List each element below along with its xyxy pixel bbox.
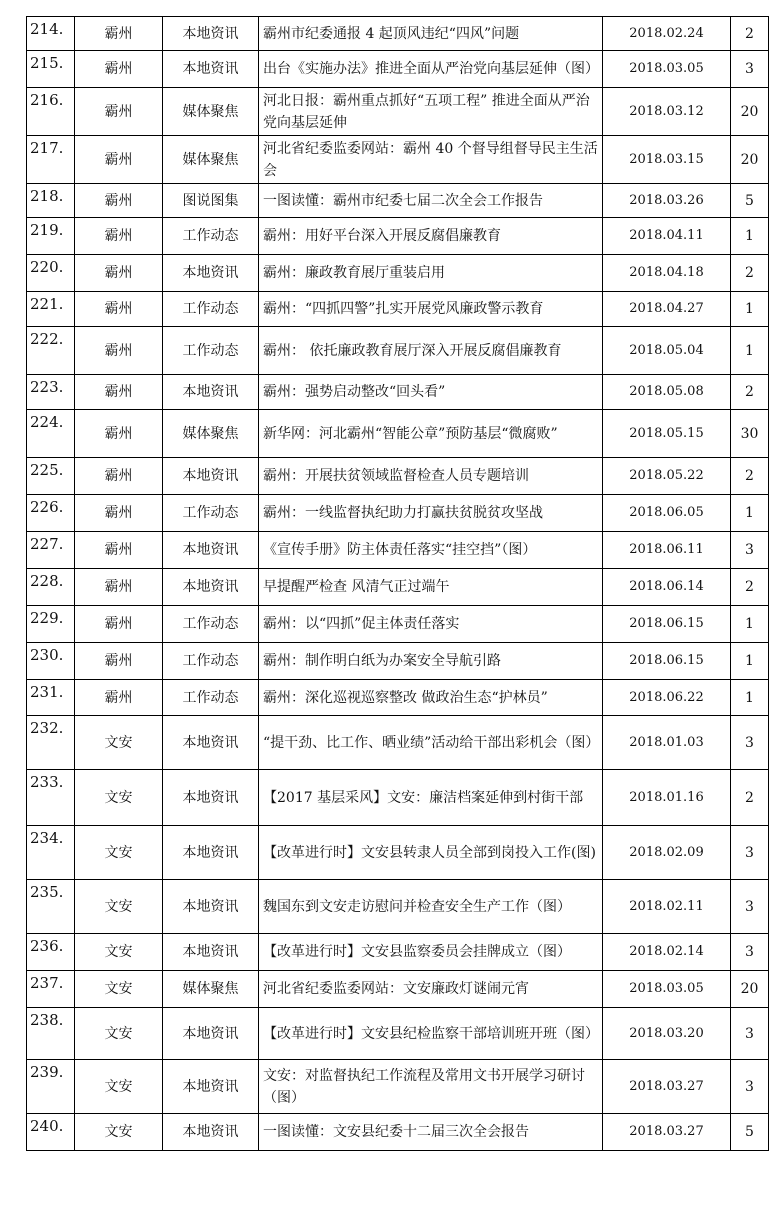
table-row (27, 1008, 769, 1060)
row-number: 215. (27, 51, 75, 88)
region-cell: 霸州 (75, 495, 163, 532)
date-cell: 2018.05.15 (603, 410, 731, 458)
title-cell: 霸州：制作明白纸为办案安全导航引路 (259, 643, 603, 680)
title-cell: 早提醒严检查 风清气正过端午 (259, 569, 603, 606)
row-number: 238. (27, 1008, 75, 1060)
region-cell: 文安 (75, 934, 163, 971)
date-cell: 2018.03.05 (603, 51, 731, 88)
date-cell: 2018.06.05 (603, 495, 731, 532)
date-cell: 2018.05.22 (603, 458, 731, 495)
count-cell: 2 (731, 17, 769, 51)
category-cell: 本地资讯 (163, 880, 259, 934)
count-cell: 3 (731, 51, 769, 88)
date-cell: 2018.01.03 (603, 716, 731, 770)
region-cell: 霸州 (75, 680, 163, 716)
table-row (27, 218, 769, 255)
row-number: 218. (27, 184, 75, 218)
category-cell: 本地资讯 (163, 1008, 259, 1060)
title-cell: 霸州：用好平台深入开展反腐倡廉教育 (259, 218, 603, 255)
row-number: 235. (27, 880, 75, 934)
category-cell: 本地资讯 (163, 569, 259, 606)
region-cell: 文安 (75, 716, 163, 770)
row-number: 226. (27, 495, 75, 532)
title-cell: 新华网：河北霸州“智能公章”预防基层“微腐败” (259, 410, 603, 458)
row-number: 221. (27, 292, 75, 327)
title-cell: 【改革进行时】文安县纪检监察干部培训班开班（图） (259, 1008, 603, 1060)
row-number: 230. (27, 643, 75, 680)
count-cell: 3 (731, 532, 769, 569)
category-cell: 本地资讯 (163, 1114, 259, 1151)
row-number: 220. (27, 255, 75, 292)
title-cell: 霸州： 依托廉政教育展厅深入开展反腐倡廉教育 (259, 327, 603, 375)
category-cell: 工作动态 (163, 680, 259, 716)
title-cell: 魏国东到文安走访慰问并检查安全生产工作（图） (259, 880, 603, 934)
article-table (26, 16, 769, 1151)
region-cell: 霸州 (75, 88, 163, 136)
table-row (27, 971, 769, 1008)
row-number: 224. (27, 410, 75, 458)
category-cell: 本地资讯 (163, 770, 259, 826)
region-cell: 霸州 (75, 292, 163, 327)
title-cell: 霸州：开展扶贫领域监督检查人员专题培训 (259, 458, 603, 495)
count-cell: 3 (731, 826, 769, 880)
row-number: 217. (27, 136, 75, 184)
date-cell: 2018.04.18 (603, 255, 731, 292)
count-cell: 1 (731, 680, 769, 716)
count-cell: 30 (731, 410, 769, 458)
title-cell: 河北省纪委监委网站：文安廉政灯谜闹元宵 (259, 971, 603, 1008)
title-cell: 霸州：“四抓四警”扎实开展党风廉政警示教育 (259, 292, 603, 327)
title-cell: “提干劲、比工作、晒业绩”活动给干部出彩机会（图） (259, 716, 603, 770)
date-cell: 2018.02.09 (603, 826, 731, 880)
category-cell: 本地资讯 (163, 826, 259, 880)
count-cell: 20 (731, 971, 769, 1008)
count-cell: 3 (731, 880, 769, 934)
title-cell: 【改革进行时】文安县监察委员会挂牌成立（图） (259, 934, 603, 971)
category-cell: 工作动态 (163, 327, 259, 375)
title-cell: 霸州：深化巡视巡察整改 做政治生态“护林员” (259, 680, 603, 716)
title-cell: 《宣传手册》防主体责任落实“挂空挡”（图） (259, 532, 603, 569)
region-cell: 文安 (75, 880, 163, 934)
row-number: 227. (27, 532, 75, 569)
region-cell: 霸州 (75, 17, 163, 51)
date-cell: 2018.03.20 (603, 1008, 731, 1060)
count-cell: 1 (731, 606, 769, 643)
count-cell: 20 (731, 88, 769, 136)
date-cell: 2018.03.26 (603, 184, 731, 218)
region-cell: 霸州 (75, 218, 163, 255)
row-number: 222. (27, 327, 75, 375)
row-number: 239. (27, 1060, 75, 1114)
table-row (27, 569, 769, 606)
region-cell: 霸州 (75, 327, 163, 375)
table-row (27, 136, 769, 184)
title-cell: 一图读懂：霸州市纪委七届二次全会工作报告 (259, 184, 603, 218)
count-cell: 2 (731, 770, 769, 826)
table-row (27, 255, 769, 292)
count-cell: 1 (731, 495, 769, 532)
title-cell: 霸州市纪委通报 4 起顶风违纪“四风”问题 (259, 17, 603, 51)
date-cell: 2018.02.11 (603, 880, 731, 934)
count-cell: 1 (731, 292, 769, 327)
title-cell: 霸州：一线监督执纪助力打赢扶贫脱贫攻坚战 (259, 495, 603, 532)
category-cell: 本地资讯 (163, 17, 259, 51)
region-cell: 霸州 (75, 458, 163, 495)
region-cell: 文安 (75, 1008, 163, 1060)
region-cell: 霸州 (75, 532, 163, 569)
table-row (27, 606, 769, 643)
row-number: 225. (27, 458, 75, 495)
region-cell: 霸州 (75, 569, 163, 606)
date-cell: 2018.06.11 (603, 532, 731, 569)
count-cell: 5 (731, 184, 769, 218)
date-cell: 2018.06.15 (603, 606, 731, 643)
table-row (27, 495, 769, 532)
table-row (27, 643, 769, 680)
date-cell: 2018.02.14 (603, 934, 731, 971)
category-cell: 本地资讯 (163, 255, 259, 292)
date-cell: 2018.03.05 (603, 971, 731, 1008)
count-cell: 2 (731, 458, 769, 495)
row-number: 216. (27, 88, 75, 136)
table-row (27, 1114, 769, 1151)
category-cell: 本地资讯 (163, 934, 259, 971)
category-cell: 本地资讯 (163, 1060, 259, 1114)
region-cell: 文安 (75, 971, 163, 1008)
count-cell: 2 (731, 375, 769, 410)
row-number: 233. (27, 770, 75, 826)
table-row (27, 770, 769, 826)
count-cell: 2 (731, 255, 769, 292)
table-row (27, 17, 769, 51)
count-cell: 3 (731, 934, 769, 971)
count-cell: 5 (731, 1114, 769, 1151)
table-row (27, 88, 769, 136)
region-cell: 霸州 (75, 606, 163, 643)
table-row (27, 826, 769, 880)
category-cell: 工作动态 (163, 643, 259, 680)
table-row (27, 1060, 769, 1114)
title-cell: 河北省纪委监委网站：霸州 40 个督导组督导民主生活会 (259, 136, 603, 184)
category-cell: 图说图集 (163, 184, 259, 218)
date-cell: 2018.06.22 (603, 680, 731, 716)
row-number: 232. (27, 716, 75, 770)
row-number: 214. (27, 17, 75, 51)
table-row (27, 51, 769, 88)
region-cell: 霸州 (75, 51, 163, 88)
category-cell: 媒体聚焦 (163, 410, 259, 458)
count-cell: 3 (731, 1008, 769, 1060)
title-cell: 文安：对监督执纪工作流程及常用文书开展学习研讨（图） (259, 1060, 603, 1114)
table-row (27, 292, 769, 327)
date-cell: 2018.05.08 (603, 375, 731, 410)
article-table-body (27, 17, 769, 1151)
category-cell: 媒体聚焦 (163, 971, 259, 1008)
region-cell: 霸州 (75, 643, 163, 680)
title-cell: 霸州：以“四抓”促主体责任落实 (259, 606, 603, 643)
category-cell: 媒体聚焦 (163, 88, 259, 136)
category-cell: 工作动态 (163, 292, 259, 327)
category-cell: 本地资讯 (163, 716, 259, 770)
count-cell: 3 (731, 716, 769, 770)
date-cell: 2018.03.12 (603, 88, 731, 136)
count-cell: 1 (731, 218, 769, 255)
row-number: 231. (27, 680, 75, 716)
date-cell: 2018.04.27 (603, 292, 731, 327)
table-row (27, 375, 769, 410)
title-cell: 出台《实施办法》推进全面从严治党向基层延伸（图） (259, 51, 603, 88)
title-cell: 【改革进行时】文安县转隶人员全部到岗投入工作(图) (259, 826, 603, 880)
date-cell: 2018.01.16 (603, 770, 731, 826)
category-cell: 本地资讯 (163, 458, 259, 495)
row-number: 240. (27, 1114, 75, 1151)
row-number: 229. (27, 606, 75, 643)
table-row (27, 934, 769, 971)
category-cell: 工作动态 (163, 495, 259, 532)
region-cell: 霸州 (75, 136, 163, 184)
count-cell: 1 (731, 327, 769, 375)
region-cell: 文安 (75, 770, 163, 826)
title-cell: 霸州：强势启动整改“回头看” (259, 375, 603, 410)
region-cell: 霸州 (75, 184, 163, 218)
table-row (27, 184, 769, 218)
count-cell: 20 (731, 136, 769, 184)
date-cell: 2018.06.14 (603, 569, 731, 606)
row-number: 228. (27, 569, 75, 606)
date-cell: 2018.03.27 (603, 1114, 731, 1151)
table-row (27, 716, 769, 770)
count-cell: 1 (731, 643, 769, 680)
date-cell: 2018.06.15 (603, 643, 731, 680)
category-cell: 本地资讯 (163, 375, 259, 410)
category-cell: 工作动态 (163, 218, 259, 255)
table-row (27, 532, 769, 569)
category-cell: 本地资讯 (163, 51, 259, 88)
row-number: 219. (27, 218, 75, 255)
category-cell: 本地资讯 (163, 532, 259, 569)
row-number: 236. (27, 934, 75, 971)
region-cell: 霸州 (75, 255, 163, 292)
region-cell: 文安 (75, 1114, 163, 1151)
date-cell: 2018.05.04 (603, 327, 731, 375)
row-number: 223. (27, 375, 75, 410)
title-cell: 【2017 基层采风】文安：廉洁档案延伸到村街干部 (259, 770, 603, 826)
title-cell: 河北日报：霸州重点抓好“五项工程” 推进全面从严治党向基层延伸 (259, 88, 603, 136)
table-row (27, 410, 769, 458)
row-number: 234. (27, 826, 75, 880)
table-row (27, 680, 769, 716)
date-cell: 2018.04.11 (603, 218, 731, 255)
date-cell: 2018.02.24 (603, 17, 731, 51)
count-cell: 2 (731, 569, 769, 606)
category-cell: 工作动态 (163, 606, 259, 643)
category-cell: 媒体聚焦 (163, 136, 259, 184)
region-cell: 文安 (75, 826, 163, 880)
title-cell: 霸州：廉政教育展厅重装启用 (259, 255, 603, 292)
region-cell: 霸州 (75, 375, 163, 410)
row-number: 237. (27, 971, 75, 1008)
table-row (27, 880, 769, 934)
region-cell: 文安 (75, 1060, 163, 1114)
date-cell: 2018.03.27 (603, 1060, 731, 1114)
date-cell: 2018.03.15 (603, 136, 731, 184)
table-row (27, 327, 769, 375)
title-cell: 一图读懂：文安县纪委十二届三次全会报告 (259, 1114, 603, 1151)
region-cell: 霸州 (75, 410, 163, 458)
count-cell: 3 (731, 1060, 769, 1114)
table-row (27, 458, 769, 495)
